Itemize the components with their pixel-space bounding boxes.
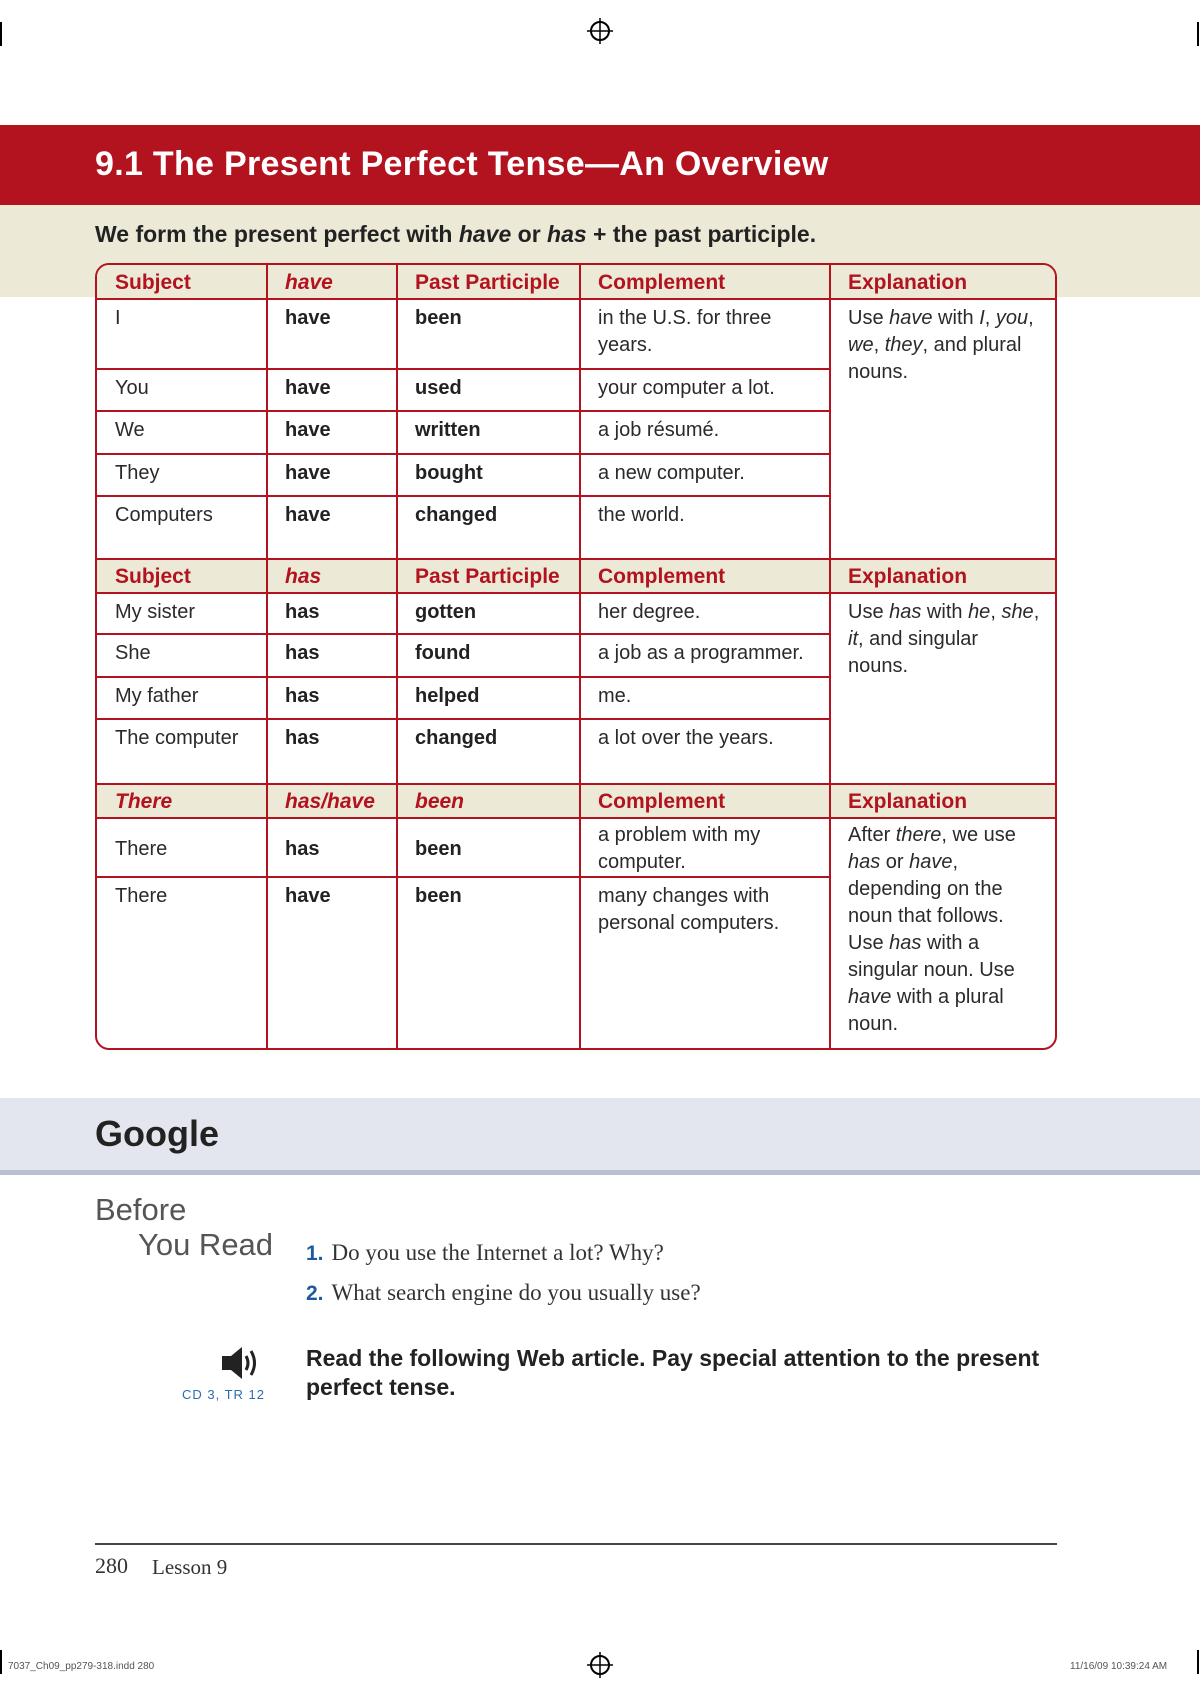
row-divider <box>97 817 1055 819</box>
question-number: 2. <box>306 1282 324 1305</box>
header-explanation: Explanation <box>848 790 968 813</box>
cell-complement: me. <box>598 685 632 707</box>
header-been: been <box>415 790 465 813</box>
cell-participle: been <box>415 885 462 907</box>
row-divider <box>97 633 830 635</box>
header-have: have <box>285 271 333 294</box>
cell-complement: her degree. <box>598 601 701 623</box>
cell-auxiliary: have <box>285 377 331 399</box>
intro-or: or <box>511 221 548 247</box>
cell-complement: a new computer. <box>598 462 745 484</box>
table-row <box>97 496 1055 559</box>
before-you-read-heading-line1: Before <box>95 1192 187 1227</box>
cell-participle: found <box>415 642 471 664</box>
question-item <box>306 1240 664 1266</box>
row-divider <box>97 592 1055 594</box>
explanation-have: Use have with I, you, we, they, and plural nouns. <box>848 307 1034 383</box>
lesson-label: Lesson 9 <box>152 1555 228 1579</box>
table-header-row <box>97 559 1055 592</box>
intro-sentence <box>95 221 816 248</box>
section-title: Google <box>95 1113 219 1154</box>
row-divider <box>97 783 1055 785</box>
row-divider <box>97 453 830 455</box>
cell-auxiliary: has <box>285 685 320 707</box>
header-explanation: Explanation <box>848 565 968 588</box>
cell-auxiliary: has <box>285 601 320 623</box>
cell-auxiliary: have <box>285 462 331 484</box>
explanation-has: Use has with he, she, it, and singular nouns. <box>848 601 1040 677</box>
header-subject: Subject <box>115 271 191 294</box>
cell-subject: My father <box>115 685 199 707</box>
table-row <box>97 454 1055 496</box>
cell-complement: a lot over the years. <box>598 727 774 749</box>
crop-mark-bottom-right <box>1197 1650 1199 1674</box>
cell-participle: gotten <box>415 601 477 623</box>
cell-auxiliary: have <box>285 504 331 526</box>
question-text: Do you use the Internet a lot? Why? <box>331 1240 664 1265</box>
header-has: has <box>285 565 322 588</box>
cell-complement: a job as a programmer. <box>598 642 804 664</box>
cell-auxiliary: have <box>285 419 331 441</box>
intro-has: has <box>547 221 587 247</box>
header-subject: Subject <box>115 565 191 588</box>
cell-complement: a job résumé. <box>598 419 720 441</box>
crop-mark-top-right <box>1197 22 1199 46</box>
cell-subject: I <box>115 307 121 329</box>
column-divider <box>266 265 268 1050</box>
cell-complement: the world. <box>598 504 685 526</box>
cell-subject: They <box>115 462 160 484</box>
registration-mark-bottom-icon <box>587 1652 613 1678</box>
cell-auxiliary: have <box>285 885 331 907</box>
print-slug-date: 11/16/09 10:39:24 AM <box>1070 1661 1168 1672</box>
row-divider <box>97 495 830 497</box>
cell-complement: in the U.S. for three years. <box>598 307 772 356</box>
header-complement: Complement <box>598 565 726 588</box>
cell-subject: My sister <box>115 601 195 623</box>
question-item <box>306 1280 701 1306</box>
speaker-icon[interactable] <box>220 1345 262 1381</box>
row-divider <box>97 558 1055 560</box>
cell-complement: many changes with personal computers. <box>598 885 780 934</box>
cell-auxiliary: has <box>285 727 320 749</box>
table-header-row <box>97 784 1055 817</box>
intro-have: have <box>458 221 512 247</box>
header-past-participle: Past Participle <box>415 271 560 294</box>
grammar-table <box>95 263 1057 1050</box>
row-divider <box>97 410 830 412</box>
cell-subject: There <box>115 885 168 907</box>
reading-instruction: Read the following Web article. Pay special attention to the present perfect tense. <box>306 1345 1040 1400</box>
table-row <box>97 411 1055 454</box>
header-there: There <box>115 790 173 813</box>
cell-subject: You <box>115 377 149 399</box>
header-explanation: Explanation <box>848 271 968 294</box>
row-divider <box>97 368 830 370</box>
cell-participle: changed <box>415 727 498 749</box>
cell-participle: been <box>415 307 462 329</box>
cell-subject: The computer <box>115 727 239 749</box>
table-header-row <box>97 265 1055 298</box>
cell-auxiliary: has <box>285 642 320 664</box>
question-number: 1. <box>306 1242 324 1265</box>
column-divider <box>396 265 398 1050</box>
cell-auxiliary: have <box>285 307 331 329</box>
cell-participle: used <box>415 377 462 399</box>
column-divider <box>829 265 831 1050</box>
cell-participle: changed <box>415 504 498 526</box>
header-past-participle: Past Participle <box>415 565 560 588</box>
intro-text-1: We form the present perfect with <box>95 221 459 247</box>
cell-participle: been <box>415 838 462 860</box>
table-row <box>97 677 1055 719</box>
cell-participle: written <box>415 419 481 441</box>
registration-mark-top-icon <box>587 18 613 44</box>
cell-subject: She <box>115 642 151 664</box>
row-divider <box>97 718 830 720</box>
page-title: 9.1 The Present Perfect Tense—An Overview <box>95 145 829 183</box>
row-divider <box>97 298 1055 300</box>
row-divider <box>97 876 830 878</box>
row-divider <box>97 676 830 678</box>
cell-complement: a problem with my computer. <box>598 824 761 873</box>
cell-complement: your computer a lot. <box>598 377 775 399</box>
footer-rule <box>95 1543 1057 1545</box>
question-text: What search engine do you usually use? <box>331 1280 701 1305</box>
intro-text-2: + the past participle. <box>586 221 817 247</box>
crop-mark-top-left <box>0 22 2 46</box>
before-you-read-heading-line2: You Read <box>138 1227 274 1262</box>
print-slug-file: 7037_Ch09_pp279-318.indd 280 <box>8 1661 155 1672</box>
column-divider <box>579 265 581 1050</box>
cell-subject: We <box>115 419 145 441</box>
header-complement: Complement <box>598 790 726 813</box>
cell-auxiliary: has <box>285 838 320 860</box>
page-number: 280 <box>95 1553 128 1578</box>
crop-mark-bottom-left <box>0 1650 2 1674</box>
table-row <box>97 719 1055 783</box>
cell-subject: Computers <box>115 504 213 526</box>
header-has-have: has/have <box>285 790 375 813</box>
header-complement: Complement <box>598 271 726 294</box>
explanation-there: After there, we use has or have, depending on the noun that follows. Use has with a singular noun. Use have with a plural noun. <box>848 824 1016 1035</box>
audio-track-label: CD 3, TR 12 <box>182 1387 266 1402</box>
cell-participle: helped <box>415 685 480 707</box>
cell-subject: There <box>115 838 168 860</box>
cell-participle: bought <box>415 462 483 484</box>
